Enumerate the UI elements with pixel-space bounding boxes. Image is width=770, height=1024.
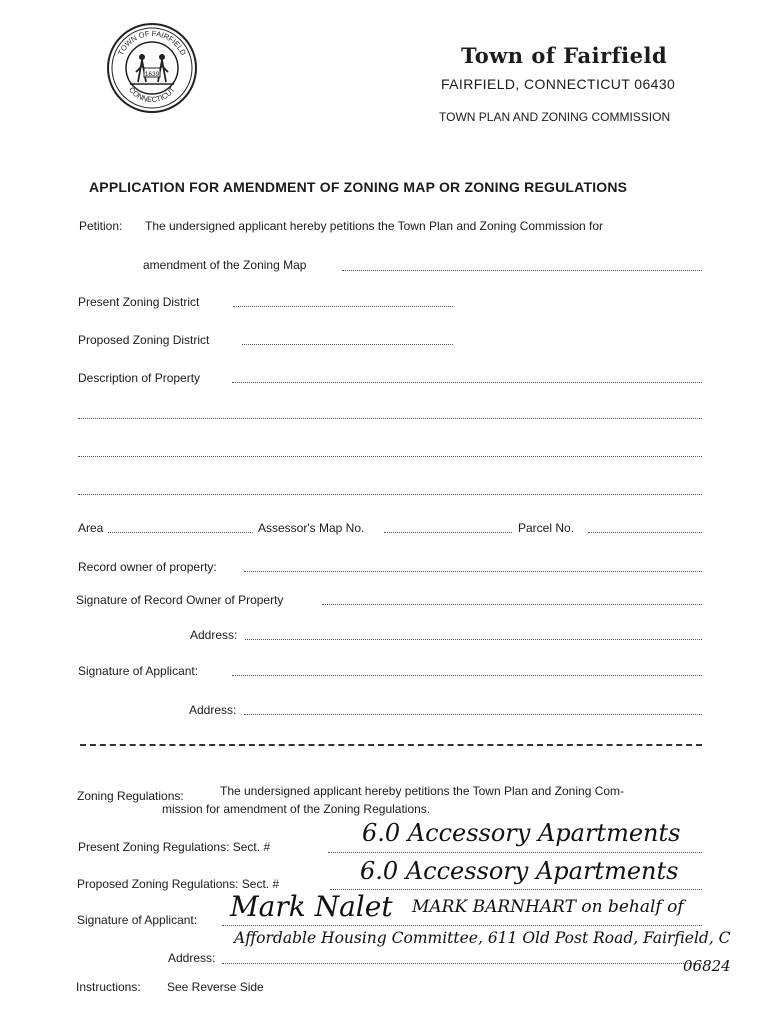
svg-text:CONNECTICUT: CONNECTICUT [127, 85, 177, 105]
description-field-line-2[interactable] [78, 418, 702, 419]
section-divider [80, 744, 702, 746]
instructions-label: Instructions: [76, 980, 141, 994]
petition-label: Petition: [79, 219, 123, 233]
commission-name: TOWN PLAN AND ZONING COMMISSION [439, 110, 671, 124]
area-label: Area [78, 521, 104, 535]
proposed-regulations-handwritten: 6.0 Accessory Apartments [360, 857, 679, 885]
applicant-signature-field-1[interactable] [232, 675, 702, 676]
regulations-text-1: The undersigned applicant hereby petitions the Town Plan and Zoning Com- [220, 784, 625, 798]
description-field-line-4[interactable] [78, 494, 702, 495]
svg-text:TOWN OF FAIRFIELD: TOWN OF FAIRFIELD [116, 28, 188, 57]
parcel-label: Parcel No. [518, 521, 575, 535]
address-field-2[interactable] [244, 714, 702, 715]
address-label-3: Address: [168, 951, 216, 965]
record-owner-label: Record owner of property: [78, 560, 217, 574]
town-address: FAIRFIELD, CONNECTICUT 06430 [441, 76, 676, 92]
record-owner-signature-field[interactable] [322, 604, 702, 605]
address-field-3[interactable] [222, 963, 702, 964]
instructions-text: See Reverse Side [167, 980, 264, 994]
form-title: APPLICATION FOR AMENDMENT OF ZONING MAP OR ZONING REGULATIONS [89, 179, 628, 195]
applicant-name-handwritten: MARK BARNHART on behalf of [412, 897, 684, 917]
applicant-signature-handwritten: Mark Nalet [230, 890, 393, 923]
svg-text:1639: 1639 [144, 71, 160, 78]
petition-text: The undersigned applicant hereby petitions the Town Plan and Zoning Commission for [145, 219, 604, 233]
present-regulations-label: Present Zoning Regulations: Sect. # [78, 840, 271, 854]
address-field-1[interactable] [245, 639, 702, 640]
regulations-label: Zoning Regulations: [77, 789, 184, 803]
description-label: Description of Property [78, 371, 201, 385]
present-district-label: Present Zoning District [78, 295, 200, 309]
present-district-field[interactable] [233, 306, 453, 307]
record-owner-signature-label: Signature of Record Owner of Property [76, 593, 284, 607]
proposed-district-field[interactable] [242, 344, 453, 345]
assessor-map-field[interactable] [384, 532, 512, 533]
area-field[interactable] [108, 532, 253, 533]
applicant-zip-handwritten: 06824 [683, 957, 731, 975]
applicant-signature-field-2[interactable] [222, 925, 702, 926]
amendment-map-label: amendment of the Zoning Map [143, 258, 307, 272]
town-title: Town of Fairfield [461, 43, 668, 68]
amendment-map-field[interactable] [342, 270, 702, 271]
description-field-line-1[interactable] [232, 382, 702, 383]
assessor-map-label: Assessor's Map No. [258, 521, 365, 535]
present-regulations-handwritten: 6.0 Accessory Apartments [362, 819, 681, 847]
proposed-district-label: Proposed Zoning District [78, 333, 210, 347]
parcel-field[interactable] [588, 532, 702, 533]
record-owner-field[interactable] [244, 571, 702, 572]
applicant-signature-label-2: Signature of Applicant: [77, 913, 198, 927]
proposed-regulations-label: Proposed Zoning Regulations: Sect. # [77, 877, 280, 891]
applicant-address-handwritten: Affordable Housing Committee, 611 Old Post Road, Fairfield, C [234, 929, 731, 947]
address-label-2: Address: [189, 703, 237, 717]
description-field-line-3[interactable] [78, 456, 702, 457]
address-label-1: Address: [190, 628, 238, 642]
present-regulations-field[interactable] [328, 852, 702, 853]
regulations-text-2: mission for amendment of the Zoning Regulations. [162, 802, 431, 816]
town-seal-logo [106, 22, 198, 114]
applicant-signature-label-1: Signature of Applicant: [78, 664, 199, 678]
